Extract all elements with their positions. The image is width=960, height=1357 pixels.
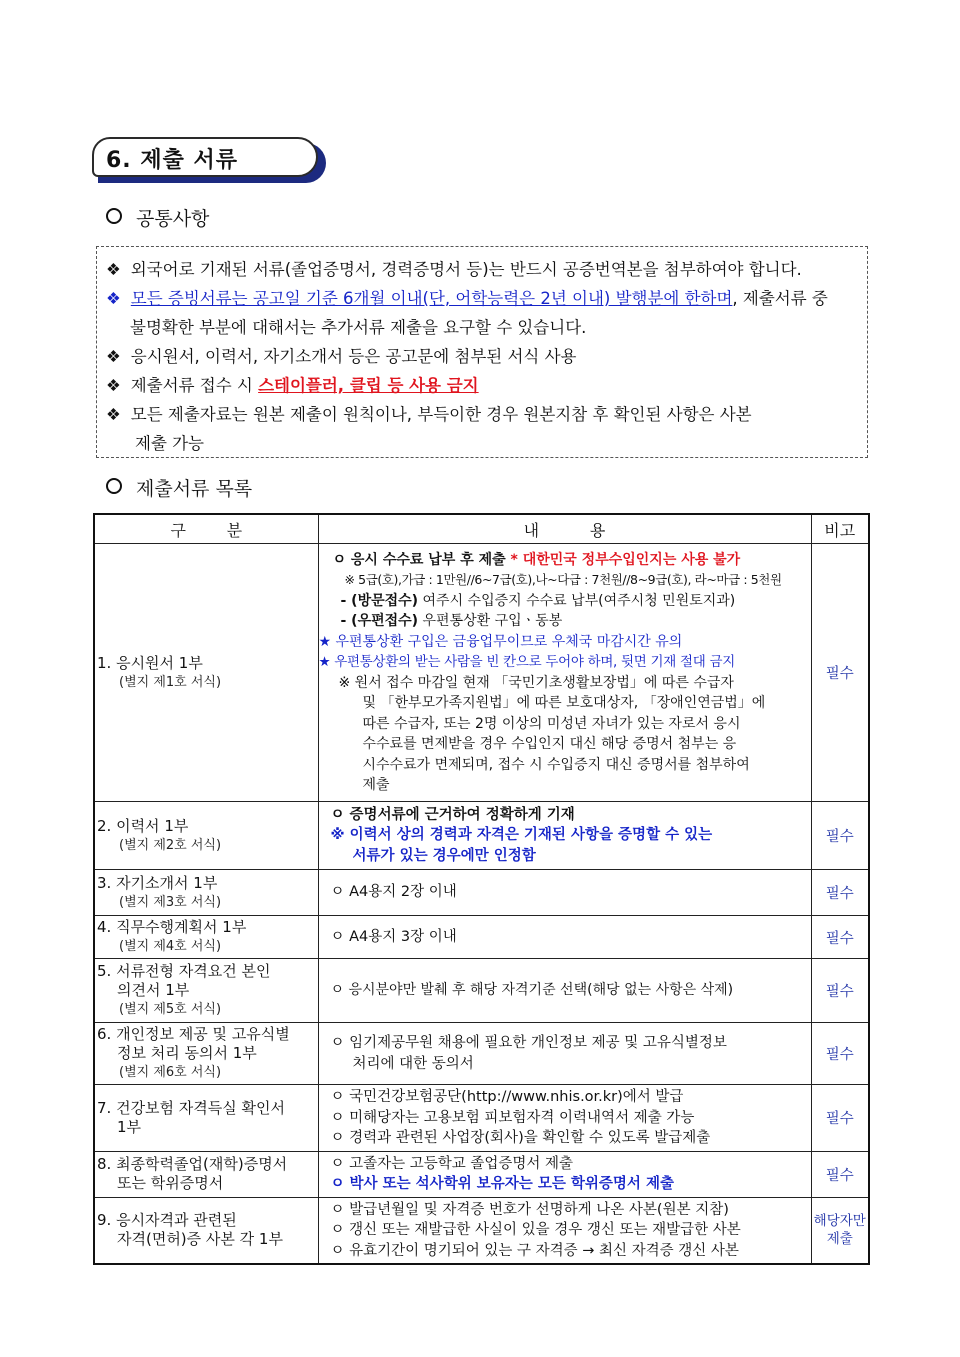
row-4-category: 4. 직무수행계획서 1부 (별지 제4호 서식) [94, 916, 318, 959]
row-3-content: ㅇ A4용지 2장 이내 [318, 870, 811, 916]
row-4-note: 필수 [811, 916, 869, 959]
row-7-note: 필수 [811, 1085, 869, 1152]
row-4-content: ㅇ A4용지 3장 이내 [318, 916, 811, 959]
table-row [94, 959, 869, 1023]
notice-item-5-continuation: 제출 가능 [135, 434, 205, 453]
notice-item-3: ❖ 응시원서, 이력서, 자기소개서 등은 공고문에 첨부된 서식 사용 [106, 347, 577, 366]
section-title: 6. 제출 서류 [106, 148, 238, 173]
row-9-note: 해당자만 제출 [811, 1197, 869, 1264]
notice-item-4: ❖ 제출서류 접수 시 스테이플러, 클립 등 사용 금지 [106, 376, 479, 395]
row-5-content: ㅇ 응시분야만 발췌 후 해당 자격기준 선택(해당 없는 사항은 삭제) [318, 959, 811, 1023]
diamond-bullet-icon: ❖ [106, 376, 121, 395]
row-1-category: 1. 응시원서 1부 (별지 제1호 서식) [94, 544, 318, 802]
row-6-note: 필수 [811, 1023, 869, 1085]
row-2-category: 2. 이력서 1부 (별지 제2호 서식) [94, 802, 318, 870]
table-row [94, 1023, 869, 1085]
circle-bullet-icon [106, 208, 122, 224]
diamond-bullet-icon: ❖ [106, 260, 121, 279]
diamond-bullet-icon: ❖ [106, 347, 121, 366]
row-8-note: 필수 [811, 1151, 869, 1197]
row-8-category: 8. 최종학력졸업(재학)증명서 또는 학위증명서 [94, 1151, 318, 1197]
common-notice-box [96, 246, 868, 458]
notice-item-1: ❖ 외국어로 기재된 서류(졸업증명서, 경력증명서 등)는 반드시 공증번역본을 첨부하여야 합니다. [106, 260, 802, 279]
header-category: 구 분 [94, 514, 318, 544]
row-3-note: 필수 [811, 870, 869, 916]
table-header-row [94, 514, 869, 544]
row-9-content: ㅇ 발급년월일 및 자격증 번호가 선명하게 나온 사본(원본 지참) ㅇ 갱신 또는 재발급한 사실이 있을 경우 갱신 또는 재발급한 사본 ㅇ 유효기간이 명기되어 있는 구 자격증 → 최신 자격증 갱신 사본 [318, 1197, 811, 1264]
row-1-content: ㅇ 응시 수수료 납부 후 제출 * 대한민국 정부수입인지는 사용 불가 ※ 5급(호),가급 : 1만원//6~7급(호),나~다급 : 7천원//8~9급(호), 라~마급 : 5천원 - (방문접수) 여주시 수입증지 수수료 납부(여주시청 민원토지과) - (우편접수) 우편통상환 구입ㆍ동봉 ★ 우편통상환 구입은 금융업무이므로 우체국 마감시간 유의 ★ 우편통상환의 받는 사람을 빈 칸으로 두어야 하며, 뒷면 기재 절대 금지 ※ 원서 접수 마감일 현재 「국민기초생활보장법」에 따른 수급자 및 「한부모가족지원법」에 따른 보호대상자, 「장애인연금법」에 따른 수급자, 또는 2명 이상의 미성년 자녀가 있는 자로서 응시 수수료를 면제받을 경우 수입인지 대신 해당 증명서 첨부는 응 시수수료가 면제되며, 접수 시 수입증지 대신 증명서를 첨부하여 제출 [318, 544, 811, 802]
row-7-category: 7. 건강보험 자격득실 확인서 1부 [94, 1085, 318, 1152]
row-5-note: 필수 [811, 959, 869, 1023]
table-row [94, 916, 869, 959]
header-content: 내 용 [318, 514, 811, 544]
table-row [94, 1151, 869, 1197]
row-1-note: 필수 [811, 544, 869, 802]
table-row [94, 1085, 869, 1152]
table-row [94, 870, 869, 916]
list-heading: 제출서류 목록 [106, 474, 252, 501]
row-3-category: 3. 자기소개서 1부 (별지 제3호 서식) [94, 870, 318, 916]
common-heading: 공통사항 [106, 204, 209, 231]
notice-item-5: ❖ 모든 제출자료는 원본 제출이 원칙이나, 부득이한 경우 원본지참 후 확인된 사항은 사본 [106, 405, 752, 424]
row-5-category: 5. 서류전형 자격요건 본인 의견서 1부 (별지 제5호 서식) [94, 959, 318, 1023]
row-6-content: ㅇ 임기제공무원 채용에 필요한 개인정보 제공 및 고유식별정보 처리에 대한 동의서 [318, 1023, 811, 1085]
row-2-content: ㅇ 증명서류에 근거하여 정확하게 기재 ※ 이력서 상의 경력과 자격은 기재된 사항을 증명할 수 있는 서류가 있는 경우에만 인정함 [318, 802, 811, 870]
circle-bullet-icon [106, 478, 122, 494]
document-list-table [93, 513, 870, 1265]
table-row [94, 802, 869, 870]
notice-item-2-continuation: 불명확한 부분에 대해서는 추가서류 제출을 요구할 수 있습니다. [130, 318, 587, 337]
diamond-bullet-icon: ❖ [106, 289, 121, 308]
row-8-content: ㅇ 고졸자는 고등학교 졸업증명서 제출 ㅇ 박사 또는 석사학위 보유자는 모든 학위증명서 제출 [318, 1151, 811, 1197]
table-row [94, 1197, 869, 1264]
table-row [94, 544, 869, 802]
diamond-bullet-icon: ❖ [106, 405, 121, 424]
row-9-category: 9. 응시자격과 관련된 자격(면허)증 사본 각 1부 [94, 1197, 318, 1264]
header-note: 비고 [811, 514, 869, 544]
section-heading [92, 137, 326, 183]
row-6-category: 6. 개인정보 제공 및 고유식별 정보 처리 동의서 1부 (별지 제6호 서식) [94, 1023, 318, 1085]
notice-item-2: ❖ 모든 증빙서류는 공고일 기준 6개월 이내(단, 어학능력은 2년 이내) 발행분에 한하며, 제출서류 중 [106, 289, 828, 308]
row-7-content: ㅇ 국민건강보험공단(http://www.nhis.or.kr)에서 발급 ㅇ 미해당자는 고용보험 피보험자격 이력내역서 제출 가능 ㅇ 경력과 관련된 사업장(회사)을 확인할 수 있도록 발급제출 [318, 1085, 811, 1152]
row-2-note: 필수 [811, 802, 869, 870]
